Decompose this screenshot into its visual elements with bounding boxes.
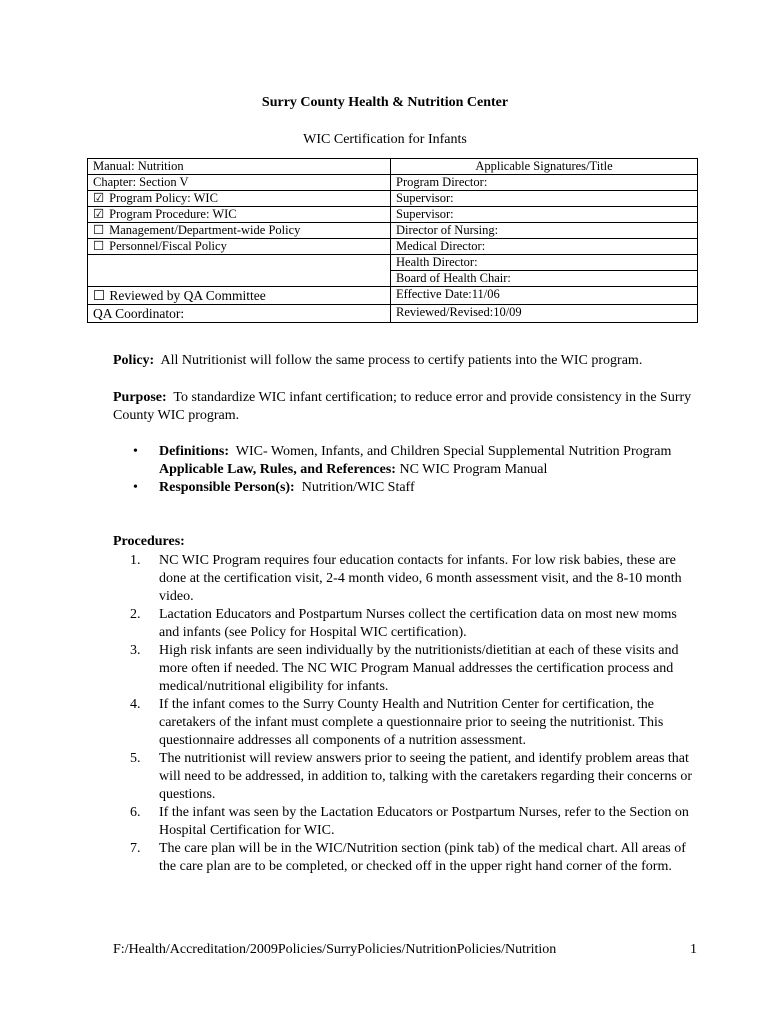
item-text: If the infant was seen by the Lactation Educators or Postpartum Nurses, refer to the Section on Hospital Certification for WIC. — [159, 805, 689, 838]
personnel-policy-cell — [88, 239, 391, 255]
law-text: NC WIC Program Manual — [399, 462, 548, 477]
management-policy-cell — [88, 223, 391, 239]
item-number: 1. — [130, 553, 141, 568]
document-subtitle: WIC Certification for Infants — [303, 132, 467, 147]
responsible-text: Nutrition/WIC Staff — [301, 480, 415, 495]
table-row — [88, 287, 698, 305]
list-item — [133, 479, 693, 497]
reviewed-revised-label: Reviewed/Revised:10/09 — [396, 305, 522, 319]
director-nursing-cell — [391, 223, 698, 239]
program-policy-label: Program Policy: WIC — [109, 191, 218, 205]
page-number: 1 — [690, 942, 697, 957]
footer-file-path: F:/Health/Accreditation/2009Policies/SurryPolicies/NutritionPolicies/Nutrition — [113, 942, 557, 957]
purpose-text: To standardize WIC infant certification; to reduce error and provide consistency in the Surry County WIC program. — [113, 390, 692, 423]
personnel-policy-label: Personnel/Fiscal Policy — [109, 239, 227, 253]
purpose-label: Purpose: — [113, 390, 167, 405]
empty-box-icon: ☐ — [93, 288, 106, 303]
list-item — [133, 443, 693, 479]
supervisor-label: Supervisor: — [396, 191, 454, 205]
manual-cell — [88, 159, 391, 175]
program-procedure-cell — [88, 207, 391, 223]
list-item — [130, 642, 695, 696]
health-director-cell — [391, 255, 698, 271]
table-row — [88, 191, 698, 207]
item-number: 4. — [130, 697, 141, 712]
table-row — [88, 255, 698, 271]
table-row — [88, 305, 698, 323]
table-row — [88, 239, 698, 255]
item-text: The care plan will be in the WIC/Nutrition section (pink tab) of the medical chart. All areas of the care plan are to be completed, or checked off in the upper right hand corner of the form. — [159, 841, 686, 874]
program-procedure-label: Program Procedure: WIC — [109, 207, 237, 221]
item-number: 7. — [130, 841, 141, 856]
law-label: Applicable Law, Rules, and References: — [159, 462, 396, 477]
table-row — [88, 223, 698, 239]
list-item — [130, 840, 695, 876]
checked-box-icon: ☑ — [93, 191, 105, 205]
director-nursing-label: Director of Nursing: — [396, 223, 499, 237]
item-text: If the infant comes to the Surry County Health and Nutrition Center for certification, the caretakers of the infant must complete a questionnaire prior to seeing the nutritionist. This questionnaire addresses all components of a nutrition assessment. — [159, 697, 664, 748]
list-item — [130, 696, 695, 750]
program-director-label: Program Director: — [396, 175, 488, 189]
procedures-list — [130, 552, 695, 876]
medical-director-label: Medical Director: — [396, 239, 486, 253]
health-director-label: Health Director: — [396, 255, 478, 269]
empty-box-icon: ☐ — [93, 223, 105, 237]
definitions-bullet-list — [133, 443, 693, 497]
table-row — [88, 175, 698, 191]
qa-coordinator-label: QA Coordinator: — [93, 306, 185, 321]
item-text: The nutritionist will review answers prior to seeing the patient, and identify problem areas that will need to be addressed, in addition to, talking with the caretakers regarding their concerns or questions. — [159, 751, 692, 802]
chapter-label: Chapter: Section V — [93, 175, 189, 189]
qa-committee-label: Reviewed by QA Committee — [109, 288, 266, 303]
responsible-label: Responsible Person(s): — [159, 480, 295, 495]
program-director-cell — [391, 175, 698, 191]
item-number: 5. — [130, 751, 141, 766]
reviewed-revised-cell — [391, 305, 698, 323]
purpose-paragraph — [113, 389, 693, 425]
effective-date-cell — [391, 287, 698, 305]
item-number: 3. — [130, 643, 141, 658]
program-policy-cell — [88, 191, 391, 207]
management-policy-label: Management/Department-wide Policy — [109, 223, 301, 237]
item-text: Lactation Educators and Postpartum Nurses collect the certification data on most new moms and infants (see Policy for Hospital WIC certification). — [159, 607, 677, 640]
list-item — [130, 750, 695, 804]
qa-committee-cell — [88, 287, 391, 305]
supervisor-label: Supervisor: — [396, 207, 454, 221]
policy-text: All Nutritionist will follow the same process to certify patients into the WIC program. — [160, 353, 643, 368]
supervisor-cell — [391, 207, 698, 223]
policy-metadata-table — [87, 158, 698, 323]
item-text: NC WIC Program requires four education contacts for infants. For low risk babies, these are done at the certification visit, 2-4 month video, 6 month assessment visit, and the 8-10 month video. — [159, 553, 682, 604]
item-text: High risk infants are seen individually by the nutritionists/dietitian at each of these visits and more often if needed. The NC WIC Program Manual addresses the certification process and medical/nutritional eligibility for infants. — [159, 643, 679, 694]
checked-box-icon: ☑ — [93, 207, 105, 221]
bullet-icon: • — [133, 480, 138, 495]
manual-label: Manual: Nutrition — [93, 159, 184, 173]
table-row — [88, 207, 698, 223]
list-item — [130, 804, 695, 840]
medical-director-cell — [391, 239, 698, 255]
procedures-heading: Procedures: — [113, 534, 185, 549]
definitions-text: WIC- Women, Infants, and Children Special Supplemental Nutrition Program — [235, 444, 672, 459]
signatures-header: Applicable Signatures/Title — [475, 159, 613, 173]
item-number: 6. — [130, 805, 141, 820]
board-chair-cell — [391, 271, 698, 287]
signatures-header-cell — [391, 159, 698, 175]
list-item — [130, 552, 695, 606]
policy-label: Policy: — [113, 353, 155, 368]
document-title: Surry County Health & Nutrition Center — [261, 95, 509, 110]
chapter-cell — [88, 175, 391, 191]
board-chair-label: Board of Health Chair: — [396, 271, 511, 285]
definitions-label: Definitions: — [159, 444, 229, 459]
list-item — [130, 606, 695, 642]
empty-cell — [88, 255, 391, 287]
effective-date-label: Effective Date:11/06 — [396, 287, 500, 301]
table-row — [88, 159, 698, 175]
bullet-icon: • — [133, 444, 138, 459]
supervisor-cell — [391, 191, 698, 207]
policy-paragraph — [113, 352, 693, 370]
item-number: 2. — [130, 607, 141, 622]
qa-coordinator-cell — [88, 305, 391, 323]
empty-box-icon: ☐ — [93, 239, 105, 253]
